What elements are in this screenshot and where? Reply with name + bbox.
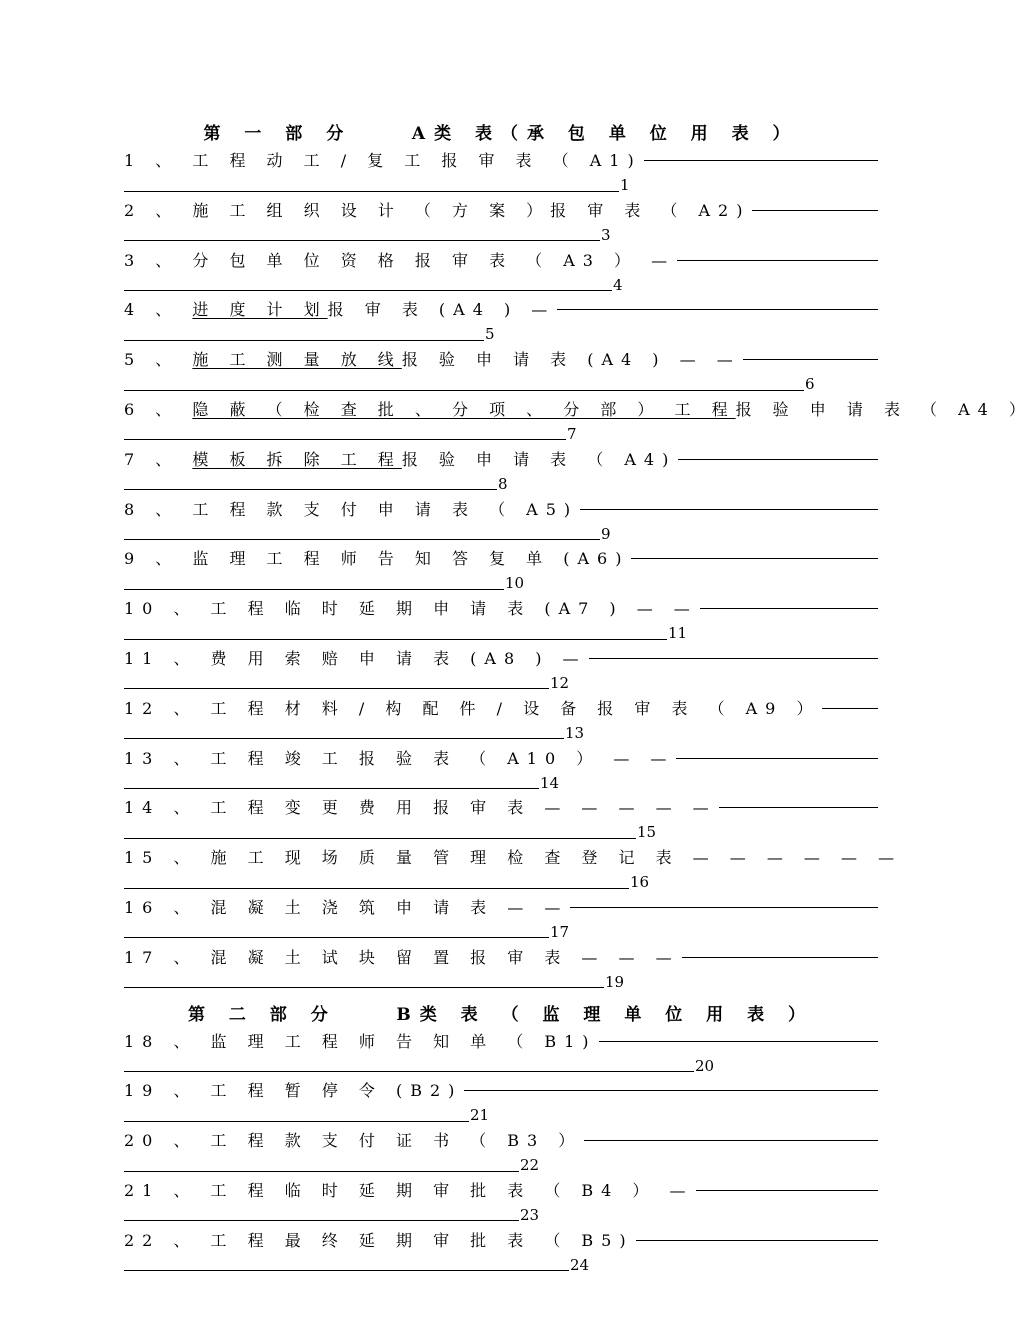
toc-entry-page-line [124, 422, 878, 446]
toc-entry-number: 3 、 [124, 250, 180, 270]
leader-line [124, 1109, 469, 1122]
toc-entry[interactable] [124, 1228, 878, 1278]
toc-entry-label [124, 198, 750, 223]
toc-entry-page-number: 4 [613, 275, 623, 294]
toc-entry-page-number: 9 [601, 524, 611, 543]
toc-entry-page-number: 15 [637, 823, 657, 842]
toc-entry-text: 工 程 款 支 付 申 请 表 （ A5) [192, 499, 579, 519]
toc-entry-page-line [124, 671, 878, 695]
toc-entry-label [124, 596, 698, 621]
leader-line [676, 746, 878, 759]
leader-line [822, 696, 878, 709]
toc-entry-page-number: 13 [565, 723, 585, 742]
toc-entry-title-line [124, 148, 878, 173]
table-of-contents [124, 120, 1033, 1278]
toc-entry-text: 工 程 款 支 付 证 书 （ B3 ） [210, 1131, 583, 1151]
toc-entry-number: 12 、 [124, 698, 198, 718]
toc-entry-page-number: 7 [567, 424, 577, 443]
toc-entry-page-line [124, 1203, 878, 1227]
leader-line [124, 876, 629, 889]
toc-entry-page-line [124, 472, 878, 496]
toc-entry-text: 监 理 工 程 师 告 知 单 （ B1) [210, 1031, 597, 1051]
leader-line [743, 347, 878, 360]
leader-line [124, 427, 566, 440]
toc-entry-text: 施 工 组 织 设 计 （ 方 案 ）报 审 表 （ A2) [192, 200, 751, 220]
toc-entry-page-line [124, 1253, 878, 1277]
toc-entry-label [124, 1228, 634, 1253]
toc-entry-number: 2 、 [124, 200, 180, 220]
leader-line [124, 1258, 569, 1271]
toc-entry-text: 费 用 索 赔 申 请 表 (A8 ) — [210, 648, 587, 668]
toc-entry-title-line [124, 1178, 878, 1203]
leader-line [124, 826, 636, 839]
toc-entry-label [124, 497, 578, 522]
toc-entry-page-line [124, 621, 878, 645]
toc-entry-number: 8 、 [124, 499, 180, 519]
toc-entry-label [124, 696, 820, 721]
toc-entry[interactable] [124, 1029, 878, 1079]
toc-entry-page-line [124, 1054, 878, 1078]
toc-entry[interactable] [124, 1078, 878, 1128]
toc-entry-label [124, 347, 741, 372]
leader-line [700, 596, 878, 609]
toc-entry[interactable] [124, 347, 878, 397]
toc-entry-number: 21 、 [124, 1180, 198, 1200]
toc-entry-page-line [124, 870, 878, 894]
leader-line [752, 198, 878, 211]
toc-entry-title-line [124, 546, 878, 571]
toc-entry-page-line [124, 273, 878, 297]
toc-entry-text: 工 程 临 时 延 期 申 请 表 (A7 ) — — [210, 599, 698, 619]
toc-entry[interactable] [124, 447, 878, 497]
leader-line [636, 1228, 878, 1241]
leader-line [124, 776, 539, 789]
leader-line [599, 1029, 878, 1042]
leader-line [584, 1128, 878, 1141]
toc-entry-page-line [124, 1153, 878, 1177]
toc-entry-title-line [124, 1128, 878, 1153]
toc-entry-text: 工 程 竣 工 报 验 表 （ A10 ） — — [210, 748, 675, 768]
toc-entry-text: 混 凝 土 浇 筑 申 请 表 — — [210, 897, 569, 917]
toc-entry[interactable] [124, 546, 878, 596]
toc-entry[interactable] [124, 646, 878, 696]
toc-entry-page-line [124, 771, 878, 795]
toc-entry-number: 20 、 [124, 1131, 198, 1151]
toc-entry-number: 22 、 [124, 1230, 198, 1250]
toc-entry-number: 1 、 [124, 151, 180, 170]
toc-entry[interactable] [124, 945, 878, 995]
toc-entry-number: 13 、 [124, 748, 198, 768]
leader-line [124, 577, 504, 590]
toc-entry-text: 报 审 表 (A4 ) — [327, 300, 556, 320]
toc-entry-title-line [124, 895, 878, 920]
toc-entry-page-number: 8 [498, 474, 508, 493]
toc-entry-page-number: 24 [570, 1255, 590, 1274]
toc-entry-number: 19 、 [124, 1081, 198, 1101]
leader-line [678, 447, 878, 460]
toc-entry-page-number: 14 [540, 773, 560, 792]
toc-entry-label [124, 646, 587, 671]
toc-entry-title-line [124, 746, 878, 771]
toc-entry-page-line [124, 970, 878, 994]
leader-line [124, 1208, 519, 1221]
toc-entry-page-number: 22 [520, 1156, 540, 1175]
toc-entry-underlined-text: 施 工 测 量 放 线 [192, 350, 402, 370]
leader-line [124, 179, 619, 192]
toc-entry-label [124, 397, 1033, 422]
toc-entry[interactable] [124, 397, 1033, 447]
toc-entry-number: 10 、 [124, 599, 198, 619]
toc-entry[interactable] [124, 596, 878, 646]
toc-entry-title-line [124, 596, 878, 621]
toc-entry-page-number: 3 [601, 225, 611, 244]
leader-line [570, 895, 878, 908]
toc-entry-text: 施 工 现 场 质 量 管 理 检 查 登 记 表 — — — — — — [210, 848, 903, 868]
leader-line [677, 248, 878, 261]
toc-entry-page-line [124, 522, 878, 546]
toc-entry-page-number: 17 [550, 922, 570, 941]
toc-entry-underlined-text: 隐 蔽 （ 检 查 批 、 分 项 、 分 部 ） 工 程 [192, 399, 736, 419]
toc-entry-title-line [124, 297, 878, 322]
toc-entry-title-line [124, 248, 878, 273]
toc-entry-text: 工 程 暂 停 令 (B2) [210, 1081, 463, 1101]
toc-entry[interactable] [124, 746, 878, 796]
leader-line [719, 795, 878, 808]
toc-entry-title-line [124, 397, 1033, 422]
part1-heading: 第 一 部 分 A类 表（承 包 单 位 用 表 ） [203, 124, 799, 144]
toc-entry-number: 6 、 [124, 399, 180, 419]
toc-entry-page-number: 16 [630, 873, 650, 892]
toc-entry-page-line [124, 173, 878, 197]
toc-entry-label [124, 746, 674, 771]
toc-entry-label [124, 148, 642, 173]
toc-entry-text: 工 程 变 更 费 用 报 审 表 — — — — — [210, 798, 717, 818]
toc-entry-underlined-text: 模 板 拆 除 工 程 [192, 449, 402, 469]
leader-line [124, 378, 804, 391]
toc-entry[interactable] [124, 1128, 878, 1178]
toc-entry-title-line [124, 447, 878, 472]
toc-entry-title-line [124, 497, 878, 522]
toc-entry[interactable] [124, 895, 878, 945]
part2-heading: 第 二 部 分 B类 表 （ 监 理 单 位 用 表 ） [187, 1004, 815, 1025]
leader-line [124, 477, 497, 490]
toc-entry-text: 监 理 工 程 师 告 知 答 复 单 (A6) [192, 549, 630, 569]
toc-entry[interactable] [124, 497, 878, 547]
toc-entry-text: 分 包 单 位 资 格 报 审 表 （ A3 ） — [192, 250, 676, 270]
toc-entry-title-line [124, 1078, 878, 1103]
leader-line [464, 1078, 878, 1091]
toc-entry-title-line [124, 845, 903, 870]
toc-entry-title-line [124, 1029, 878, 1054]
toc-entry[interactable] [124, 795, 878, 845]
toc-entry-page-number: 19 [605, 972, 625, 991]
toc-entry-page-line [124, 721, 878, 745]
leader-line [124, 1059, 694, 1072]
toc-entry-title-line [124, 945, 878, 970]
toc-entry[interactable] [124, 696, 878, 746]
toc-entry-title-line [124, 795, 878, 820]
toc-entry-number: 18 、 [124, 1031, 198, 1051]
toc-entry-number: 14 、 [124, 798, 198, 818]
toc-entry-text: 报 验 申 请 表 (A4 ) — — [401, 350, 741, 370]
toc-entry-page-number: 23 [520, 1205, 540, 1224]
toc-entry-title-line [124, 347, 878, 372]
toc-entry[interactable] [124, 248, 878, 298]
toc-entry-text: 工 程 最 终 延 期 审 批 表 （ B5) [210, 1230, 634, 1250]
toc-entry-text: 工 程 动 工 / 复 工 报 审 表 （ A1) [192, 151, 642, 170]
leader-line [124, 278, 612, 291]
toc-entry-title-line [124, 1228, 878, 1253]
leader-line [644, 148, 878, 161]
toc-entry-page-line [124, 571, 878, 595]
toc-entry-number: 15 、 [124, 848, 198, 868]
toc-entry-text: 报 验 申 请 表 （ A4 ） [735, 399, 1033, 419]
toc-entry-label [124, 1178, 694, 1203]
toc-entry-text: 报 验 申 请 表 （ A4) [401, 449, 677, 469]
toc-entry-label [124, 546, 629, 571]
toc-entry-title-line [124, 646, 878, 671]
toc-entry-label [124, 1029, 597, 1054]
toc-entry-page-number: 10 [505, 574, 525, 593]
toc-entry-page-number: 11 [668, 624, 688, 643]
toc-entry-number: 4 、 [124, 300, 180, 320]
leader-line [631, 546, 878, 559]
leader-line [124, 527, 600, 540]
toc-entry-number: 16 、 [124, 897, 198, 917]
toc-entry[interactable] [124, 1178, 878, 1228]
toc-entry-page-line [124, 820, 878, 844]
leader-line [124, 328, 484, 341]
toc-entry[interactable] [124, 297, 878, 347]
toc-entry-label [124, 845, 902, 870]
toc-entry-title-line [124, 696, 878, 721]
toc-entry-page-line [124, 372, 878, 396]
toc-entry-text: 工 程 临 时 延 期 审 批 表 （ B4 ） — [210, 1180, 694, 1200]
part1-entry-list [124, 148, 1033, 995]
toc-entry[interactable] [124, 198, 878, 248]
toc-entry-page-line [124, 322, 878, 346]
toc-entry-title-line [124, 198, 878, 223]
leader-line [696, 1178, 878, 1191]
toc-entry-number: 11 、 [124, 648, 198, 668]
toc-entry-label [124, 447, 676, 472]
leader-line [580, 497, 878, 510]
toc-entry-page-line [124, 223, 878, 247]
toc-entry-label [124, 795, 717, 820]
toc-entry-number: 9 、 [124, 549, 180, 569]
toc-entry-page-number: 5 [485, 325, 495, 344]
toc-entry-number: 5 、 [124, 350, 180, 370]
toc-entry-text: 工 程 材 料 / 构 配 件 / 设 备 报 审 表 （ A9 ） [210, 698, 821, 718]
toc-entry[interactable] [124, 845, 903, 895]
toc-entry-page-number: 6 [805, 375, 815, 394]
toc-entry-page-line [124, 920, 878, 944]
toc-entry-page-number: 20 [695, 1056, 715, 1075]
leader-line [589, 646, 878, 659]
leader-line [124, 726, 564, 739]
toc-entry-label [124, 895, 568, 920]
toc-entry-text: 混 凝 土 试 块 留 置 报 审 表 — — — [210, 947, 680, 967]
leader-line [557, 297, 878, 310]
leader-line [124, 975, 604, 988]
toc-entry-label [124, 945, 680, 970]
leader-line [682, 945, 878, 958]
leader-line [124, 228, 600, 241]
leader-line [124, 676, 549, 689]
toc-entry-label [124, 297, 555, 322]
toc-entry-page-number: 12 [550, 673, 570, 692]
toc-entry-label [124, 1128, 582, 1153]
part2-entry-list [124, 1029, 878, 1278]
toc-entry-page-number: 1 [620, 176, 630, 194]
toc-entry-number: 17 、 [124, 947, 198, 967]
toc-entry-label [124, 248, 675, 273]
leader-line [124, 627, 667, 640]
toc-entry-number: 7 、 [124, 449, 180, 469]
leader-line [124, 925, 549, 938]
toc-entry-label [124, 1078, 462, 1103]
leader-line [124, 1159, 519, 1172]
toc-entry-page-number: 21 [470, 1106, 490, 1125]
toc-entry-page-line [124, 1103, 878, 1127]
toc-entry[interactable] [124, 148, 878, 198]
toc-entry-underlined-text: 进 度 计 划 [192, 300, 328, 320]
